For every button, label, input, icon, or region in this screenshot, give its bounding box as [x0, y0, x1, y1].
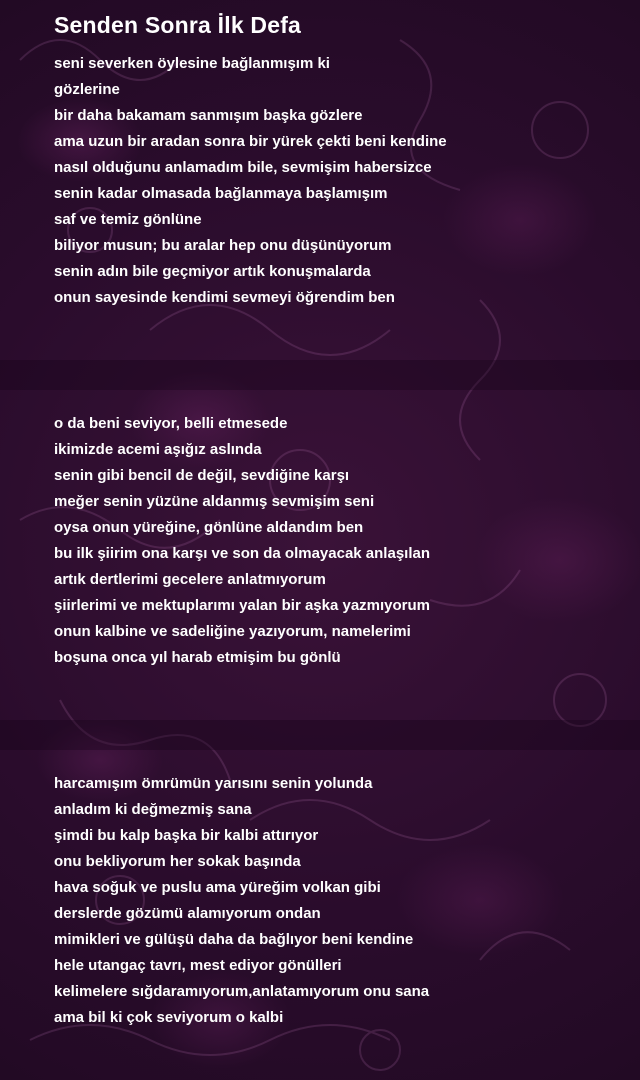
poem-line: oysa onun yüreğine, gönlüne aldandım ben — [54, 519, 364, 536]
poem-line: ama uzun bir aradan sonra bir yürek çekti beni kendine — [54, 133, 447, 150]
poem-line: harcamışım ömrümün yarısını senin yolunda — [54, 775, 373, 792]
poem-line: nasıl olduğunu anlamadım bile, sevmişim habersizce — [54, 159, 432, 176]
stanza-3 — [54, 771, 429, 1031]
poem-line: artık dertlerimi gecelere anlatmıyorum — [54, 571, 326, 588]
stanza-2 — [54, 411, 430, 671]
poem-line: senin adın bile geçmiyor artık konuşmalarda — [54, 263, 371, 280]
stanza-band — [0, 360, 640, 390]
poem-line: bir daha bakamam sanmışım başka gözlere — [54, 107, 363, 124]
poem-line: gözlerine — [54, 81, 120, 98]
poem-line: senin gibi bencil de değil, sevdiğine karşı — [54, 467, 350, 484]
poem-line: bu ilk şiirim ona karşı ve son da olmayacak anlaşılan — [54, 545, 431, 562]
poem-line: meğer senin yüzüne aldanmış sevmişim seni — [54, 493, 375, 510]
poem-line: boşuna onca yıl harab etmişim bu gönlü — [54, 649, 341, 666]
poem-line: şiirlerimi ve mektuplarımı yalan bir aşka yazmıyorum — [54, 597, 431, 614]
poem-line: mimikleri ve gülüşü daha da bağlıyor beni kendine — [54, 931, 414, 948]
poem-line: saf ve temiz gönlüne — [54, 211, 202, 228]
poem-line: derslerde gözümü alamıyorum ondan — [54, 905, 321, 922]
poem-line: onun sayesinde kendimi sevmeyi öğrendim ben — [54, 289, 395, 306]
stanza-1 — [54, 51, 447, 311]
poem-line: ikimizde acemi aşığız aslında — [54, 441, 262, 458]
poem-line: onun kalbine ve sadeliğine yazıyorum, namelerimi — [54, 623, 411, 640]
poem-line: ama bil ki çok seviyorum o kalbi — [54, 1009, 284, 1026]
poem-line: hele utangaç tavrı, mest ediyor gönülleri — [54, 957, 342, 974]
poem-line: seni severken öylesine bağlanmışım ki — [54, 55, 330, 72]
poem-line: biliyor musun; bu aralar hep onu düşünüyorum — [54, 237, 392, 254]
poem-line: kelimelere sığdaramıyorum,anlatamıyorum onu sana — [54, 983, 430, 1000]
poem-line: onu bekliyorum her sokak başında — [54, 853, 301, 870]
poem-line: anladım ki değmezmiş sana — [54, 801, 252, 818]
poem-line: hava soğuk ve puslu ama yüreğim volkan gibi — [54, 879, 381, 896]
poem-title: Senden Sonra İlk Defa — [54, 12, 302, 38]
poem-line: senin kadar olmasada bağlanmaya başlamışım — [54, 185, 388, 202]
stanza-band — [0, 720, 640, 750]
poem-line: o da beni seviyor, belli etmesede — [54, 415, 288, 432]
poem-line: şimdi bu kalp başka bir kalbi attırıyor — [54, 827, 319, 844]
